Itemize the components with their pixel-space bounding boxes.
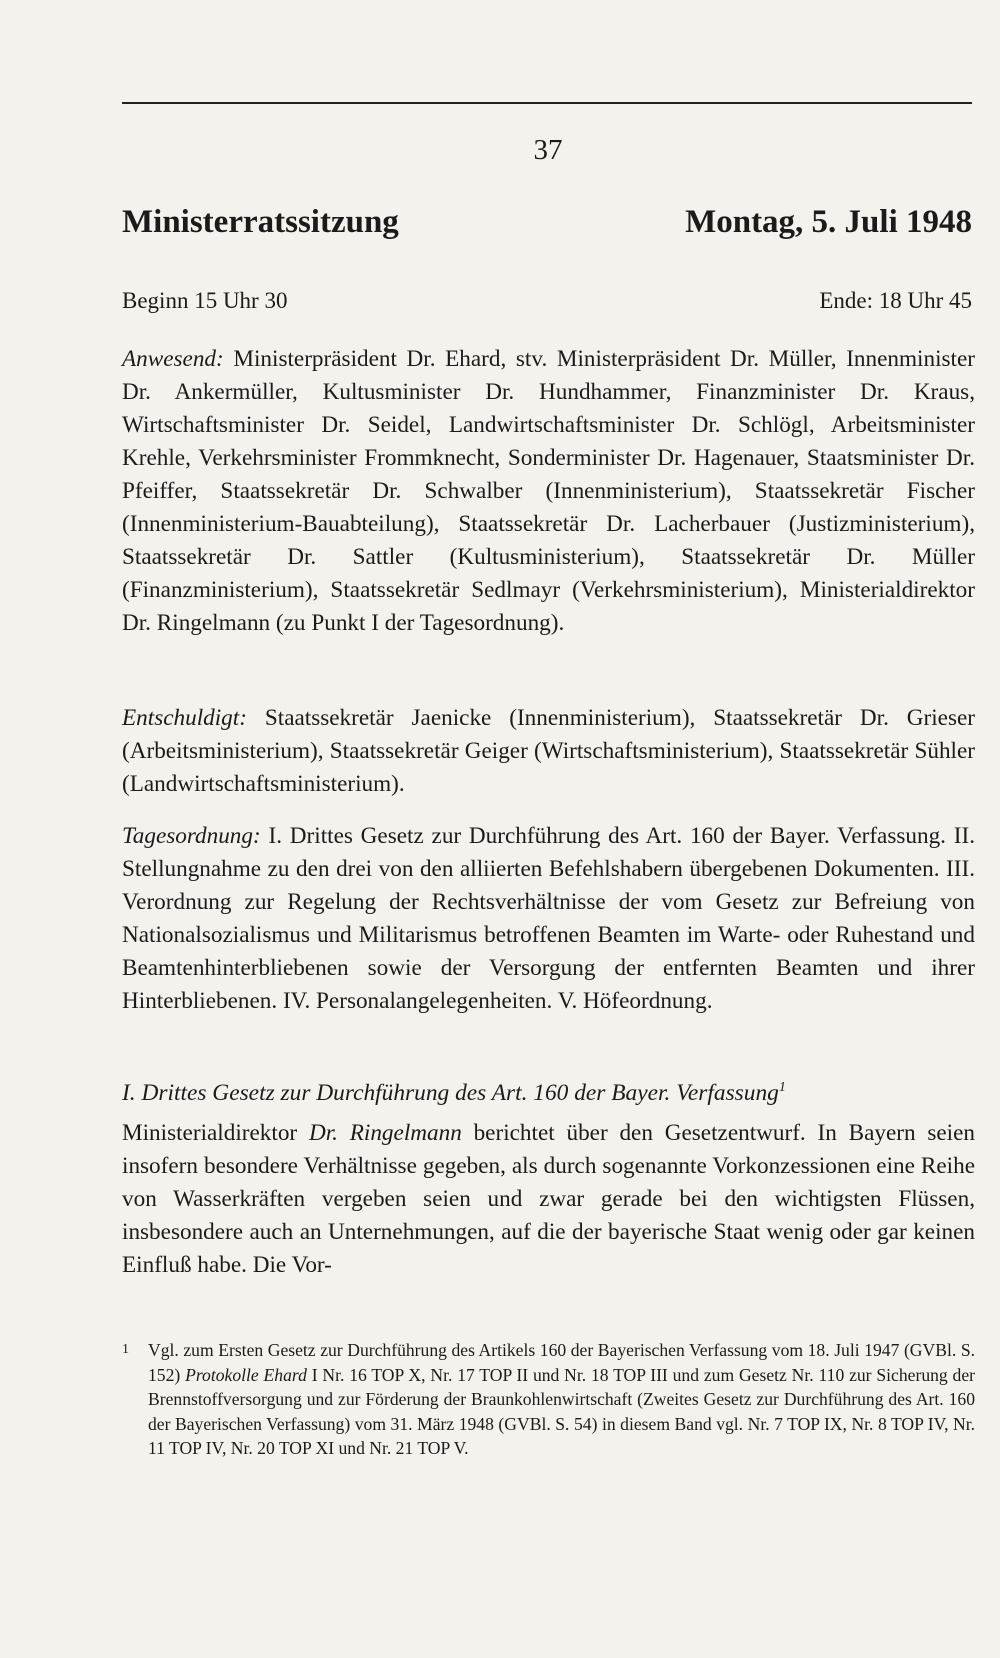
attendees-label: Anwesend: xyxy=(122,346,224,372)
section-heading-text: I. Drittes Gesetz zur Durchführung des Art. 160 der Bayer. Verfassung xyxy=(122,1080,779,1106)
section-heading xyxy=(122,1080,975,1107)
footnote xyxy=(122,1338,975,1461)
speaker-name: Dr. Ringelmann xyxy=(308,1120,462,1146)
excused-label: Entschuldigt: xyxy=(122,705,247,731)
footnote-text-start: Vgl. zum Ersten Gesetz zur Durchführung des Artikels 160 der Bayerischen Verfassung vom 18. Juli 1947 (GVBl. S. 152) xyxy=(148,1340,975,1385)
excused-text: Staatssekretär Jaenicke (Innenministerium), Staatssekretär Dr. Grieser (Arbeitsministerium), Staatssekretär Geiger (Wirtschaftsministerium), Staatssekretär Sühler (Landwirtschaftsministerium). xyxy=(122,705,975,797)
section-body-rest: berichtet über den Gesetzentwurf. In Bayern seien insofern besondere Verhältnisse gegeben, als durch sogenannte Vorkonzessionen eine Reihe von Wasserkräften vergeben seien und zwar gerade bei den wichtigsten Flüssen, insbesondere auch an Unternehmungen, auf die der bayerische Staat wenig oder gar keinen Einfluß habe. Die Vor- xyxy=(122,1120,976,1278)
footnote-italic: Protokolle Ehard xyxy=(185,1364,307,1385)
session-date: Montag, 5. Juli 1948 xyxy=(685,204,972,240)
footnote-text-rest: I Nr. 16 TOP X, Nr. 17 TOP II und Nr. 18 TOP III und zum Gesetz Nr. 110 zur Sicherung der Brennstoffversorgung und zur Förderung der Braunkohlenwirtschaft (Zweites Gesetz zur Durchführung des Art. 160 der Bayerischen Verfassung) vom 31. März 1948 (GVBl. S. 54) in diesem Band vgl. Nr. 7 TOP IX, Nr. 8 TOP IV, Nr. 11 TOP IV, Nr. 20 TOP XI und Nr. 21 TOP V. xyxy=(148,1364,976,1459)
session-title: Ministerratssitzung xyxy=(122,204,399,240)
header-rule xyxy=(122,102,972,104)
footnote-mark: 1 xyxy=(122,1342,129,1357)
agenda-label: Tagesordnung: xyxy=(122,823,261,849)
section-body-start: Ministerialdirektor xyxy=(122,1120,309,1146)
footnote-ref: 1 xyxy=(778,1080,786,1096)
section-body xyxy=(122,1117,975,1282)
excused-paragraph xyxy=(122,702,975,801)
attendees-paragraph xyxy=(122,343,975,640)
begin-time: Beginn 15 Uhr 30 xyxy=(122,288,288,313)
attendees-text: Ministerpräsident Dr. Ehard, stv. Ministerpräsident Dr. Müller, Innenminister Dr. Ankermüller, Kultusminister Dr. Hundhammer, Finanzminister Dr. Kraus, Wirtschaftsminister Dr. Seidel, Landwirtschaftsminister Dr. Schlögl, Arbeitsminister Krehle, Verkehrsminister Frommknecht, Sonderminister Dr. Hagenauer, Staatsminister Dr. Pfeiffer, Staatssekretär Dr. Schwalber (Innenministerium), Staatssekretär Fischer (Innenministerium-Bauabteilung), Staatssekretär Dr. Lacherbauer (Justizministerium), Staatssekretär Dr. Sattler (Kultusministerium), Staatssekretär Dr. Müller (Finanzministerium), Staatssekretär Sedlmayr (Verkehrsministerium), Ministerialdirektor Dr. Ringelmann (zu Punkt I der Tagesordnung). xyxy=(122,346,975,636)
agenda-paragraph xyxy=(122,820,975,1018)
end-time: Ende: 18 Uhr 45 xyxy=(819,288,972,313)
agenda-text: I. Drittes Gesetz zur Durchführung des Art. 160 der Bayer. Verfassung. II. Stellungnahme zu den drei von den alliierten Befehlshabern übergebenen Dokumenten. III. Verordnung zur Regelung der Rechtsverhältnisse der vom Gesetz zur Befreiung von Nationalsozialismus und Militarismus betroffenen Beamten im Warte- oder Ruhestand und Beamtenhinterbliebenen sowie der Versorgung der entfernten Beamten und ihrer Hinterbliebenen. IV. Personalangelegenheiten. V. Höfeordnung. xyxy=(122,823,975,1014)
document-number: 37 xyxy=(533,134,563,166)
footnote-text xyxy=(148,1338,975,1461)
